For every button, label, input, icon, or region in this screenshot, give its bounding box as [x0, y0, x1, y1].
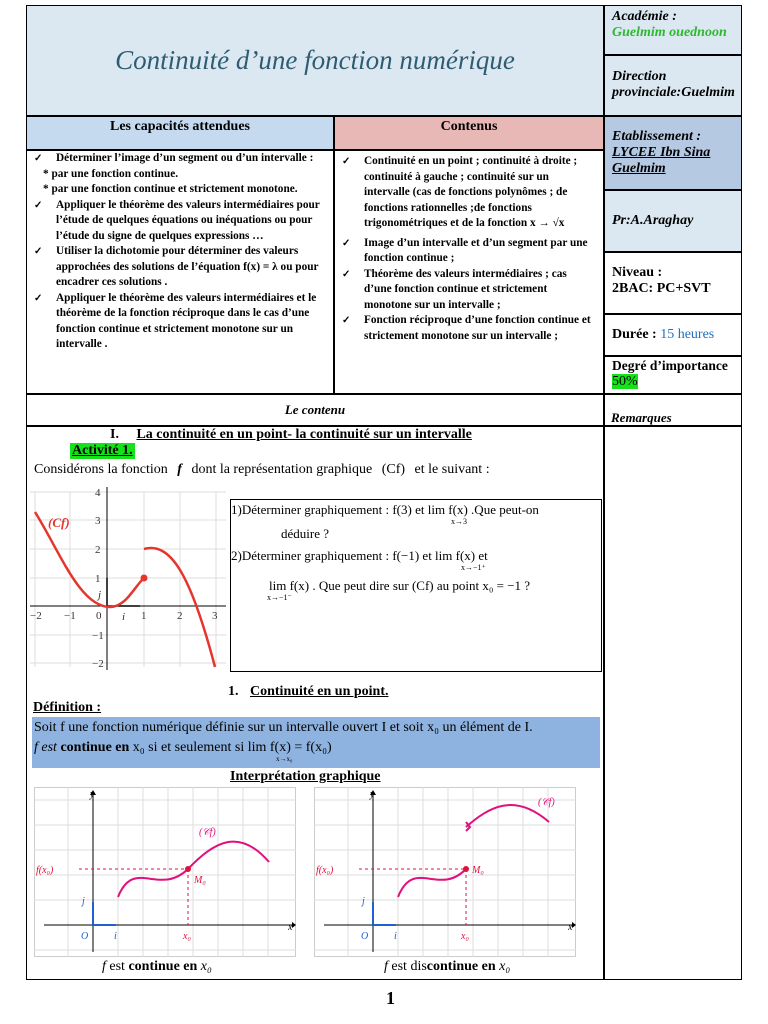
activity-graph — [30, 482, 226, 672]
capacite-item: ✓ Appliquer le théorème des valeurs intermédiaires et le théorème de la fonction réciproque dans le cas d’une fonction continue et strictement monotone sur un intervalle . — [33, 291, 327, 353]
x-axis-label: x — [288, 922, 293, 933]
capacite-item: ✓ Déterminer l’image d’un segment ou d’un intervalle : — [33, 151, 327, 167]
graph-continuous — [34, 787, 296, 957]
contenu-item: ✓ Continuité en un point ; continuité à droite ; continuité à gauche ; continuité sur un intervalle (cas de fonctions polynômes ; de fonctions rationnelles ;de fonctions trigonométriques et de la fonction x → √x — [341, 154, 597, 232]
niveau-value: 2BAC: PC+SVT — [612, 281, 711, 296]
y-tick: 3 — [95, 515, 101, 527]
caption-text: est dis — [387, 959, 427, 974]
origin-label: O — [361, 931, 369, 942]
etab-label: Etablissement : — [612, 129, 702, 144]
intro-text-3: et le suivant : — [414, 462, 490, 477]
graph1-curve-label: (Cf) — [48, 515, 70, 530]
y-tick: −1 — [92, 630, 104, 642]
remarques-label: Remarques — [611, 410, 672, 425]
subsection-title: Continuité en un point. — [250, 684, 389, 699]
caption-x0: x₀ — [495, 959, 511, 974]
contenus-column — [334, 150, 604, 394]
y-axis-label: y — [370, 789, 375, 800]
intro-text: Considérons la fonction — [34, 462, 168, 477]
section-num: I. — [110, 427, 119, 442]
prof-cell — [604, 190, 742, 252]
remarques-column — [604, 426, 742, 980]
definition-label: Définition : — [33, 700, 102, 715]
intro-cf: (Cf) — [381, 462, 406, 477]
fx0-label: f(x₀) — [36, 865, 54, 876]
caption-x0: x₀ — [197, 959, 212, 974]
intro-f: f — [177, 462, 182, 477]
degre-label: Degré d’importance — [612, 358, 728, 373]
x-axis-label: x — [568, 922, 573, 933]
direction-cell — [604, 55, 742, 116]
page-title: Continuité d’une fonction numérique — [115, 45, 515, 75]
question-3: lim f(x) . Que peut dire sur (Cf) au point x₀ = −1 ? — [269, 578, 531, 593]
y-tick: 1 — [95, 573, 101, 585]
def-continue: continue en — [60, 740, 130, 755]
x-tick: −2 — [30, 610, 42, 622]
i-label: i — [114, 931, 117, 942]
subsection-heading — [228, 684, 388, 700]
duree-label: Durée : — [612, 327, 661, 342]
contenu-item: ✓ Fonction réciproque d’une fonction continue et strictement monotone sur un intervalle ; — [341, 313, 597, 344]
capacite-item: ✓ Appliquer le théorème des valeurs intermédiaires pour l’étude de quelques équations ou inéquations ou pour l’étude du signe de quelques expressions … — [33, 198, 327, 245]
capacite-item: * par une fonction continue et strictement monotone. — [43, 183, 298, 195]
x-tick: 3 — [212, 610, 218, 622]
interpretation-title: Interprétation graphique — [230, 769, 381, 784]
fx0-label: f(x₀) — [316, 865, 334, 876]
prof-name: Pr:A.Araghay — [612, 213, 694, 228]
def-condition: x₀ si et seulement si lim f(x) = f(x₀) — [129, 740, 332, 755]
niveau-cell — [604, 252, 742, 314]
question-1b: déduire ? — [281, 526, 330, 541]
caption-discontinuous — [384, 959, 510, 975]
definition-line-2 — [34, 738, 598, 758]
caption-f: f — [102, 959, 106, 974]
i-label: i — [122, 611, 126, 623]
degre-cell — [604, 356, 742, 394]
m0-label: M₀ — [472, 865, 484, 876]
def-f: f est — [34, 740, 61, 755]
m0-label: M₀ — [194, 875, 206, 886]
etablissement-cell — [604, 116, 742, 190]
i-label: i — [394, 931, 397, 942]
j-label: j — [98, 589, 102, 601]
question-1: 1)Déterminer graphiquement : f(3) et lim f(x) .Que peut-on — [231, 502, 539, 517]
direction-label: Direction — [612, 69, 667, 84]
y-tick: −2 — [92, 658, 104, 670]
q1-limit-sub: x→3 — [451, 517, 467, 526]
niveau-label: Niveau : — [612, 265, 663, 280]
contenu-label: Le contenu — [26, 394, 604, 426]
x0-label: x₀ — [461, 931, 469, 942]
curve-point — [141, 575, 148, 582]
caption-bold: continue en — [426, 959, 496, 974]
etab-value-1: LYCEE Ibn Sina — [612, 145, 711, 160]
q3-limit-sub: x→−1⁻ — [267, 593, 292, 602]
j-label: j — [362, 896, 365, 907]
section-heading — [110, 427, 472, 443]
subsection-num: 1. — [228, 684, 239, 699]
graph-discontinuous — [314, 787, 576, 957]
question-2: 2)Déterminer graphiquement : f(−1) et lim f(x) et — [231, 548, 488, 563]
page-title-box — [26, 5, 604, 116]
academie-value: Guelmim ouednoon — [612, 25, 727, 40]
x-tick: −1 — [64, 610, 76, 622]
capacite-item: * par une fonction continue. — [43, 167, 179, 180]
page-number: 1 — [386, 988, 395, 1008]
cf-label: (𝒞f) — [538, 797, 555, 808]
direction-value: provinciale:Guelmim — [612, 85, 735, 100]
question-box — [230, 499, 602, 672]
contenu-item: ✓ Théorème des valeurs intermédiaires ; cas d’une fonction continue et strictement monotone sur un intervalle ; — [341, 267, 597, 314]
academie-cell — [604, 5, 742, 55]
capacite-item: ✓ Utiliser la dichotomie pour déterminer des valeurs approchées des solutions de l’équation f(x) = λ ou pour encadrer ces solutions . — [33, 244, 327, 291]
cf-label: (𝒞f) — [199, 827, 216, 838]
activity-intro — [34, 462, 490, 478]
y-tick: 4 — [95, 487, 101, 499]
section-title: La continuité en un point- la continuité sur un intervalle — [136, 427, 472, 442]
caption-bold: continue en — [128, 959, 198, 974]
caption-continuous — [102, 959, 212, 975]
capacites-header: Les capacités attendues — [26, 116, 334, 150]
x0-label: x₀ — [183, 931, 191, 942]
activite-label: Activité 1. — [72, 443, 133, 458]
caption-text: est — [105, 959, 129, 974]
contenu-item: ✓ Image d’un intervalle et d’un segment par une fonction continue ; — [341, 236, 597, 267]
x-tick: 0 — [96, 610, 102, 622]
definition-box — [32, 717, 600, 768]
x-tick: 1 — [141, 610, 147, 622]
etab-value-2: Guelmim — [612, 161, 666, 176]
definition-line-1: Soit f une fonction numérique définie sur un intervalle ouvert I et soit x₀ un élément de I. — [34, 720, 533, 735]
caption-f: f — [384, 959, 388, 974]
origin-label: O — [81, 931, 89, 942]
duree-cell — [604, 314, 742, 356]
y-tick: 2 — [95, 544, 101, 556]
duree-value: 15 heures — [660, 327, 715, 342]
academie-label: Académie : — [612, 9, 677, 24]
x-tick: 2 — [177, 610, 183, 622]
capacites-column — [26, 150, 334, 394]
def-limit-sub: x→x₀ — [276, 755, 293, 763]
y-axis-label: y — [90, 789, 95, 800]
j-label: j — [82, 896, 85, 907]
q2-limit-sub: x→−1⁺ — [461, 563, 486, 572]
intro-text-2: dont la représentation graphique — [191, 462, 373, 477]
degre-value: 50% — [612, 374, 638, 389]
contenus-header: Contenus — [334, 116, 604, 150]
